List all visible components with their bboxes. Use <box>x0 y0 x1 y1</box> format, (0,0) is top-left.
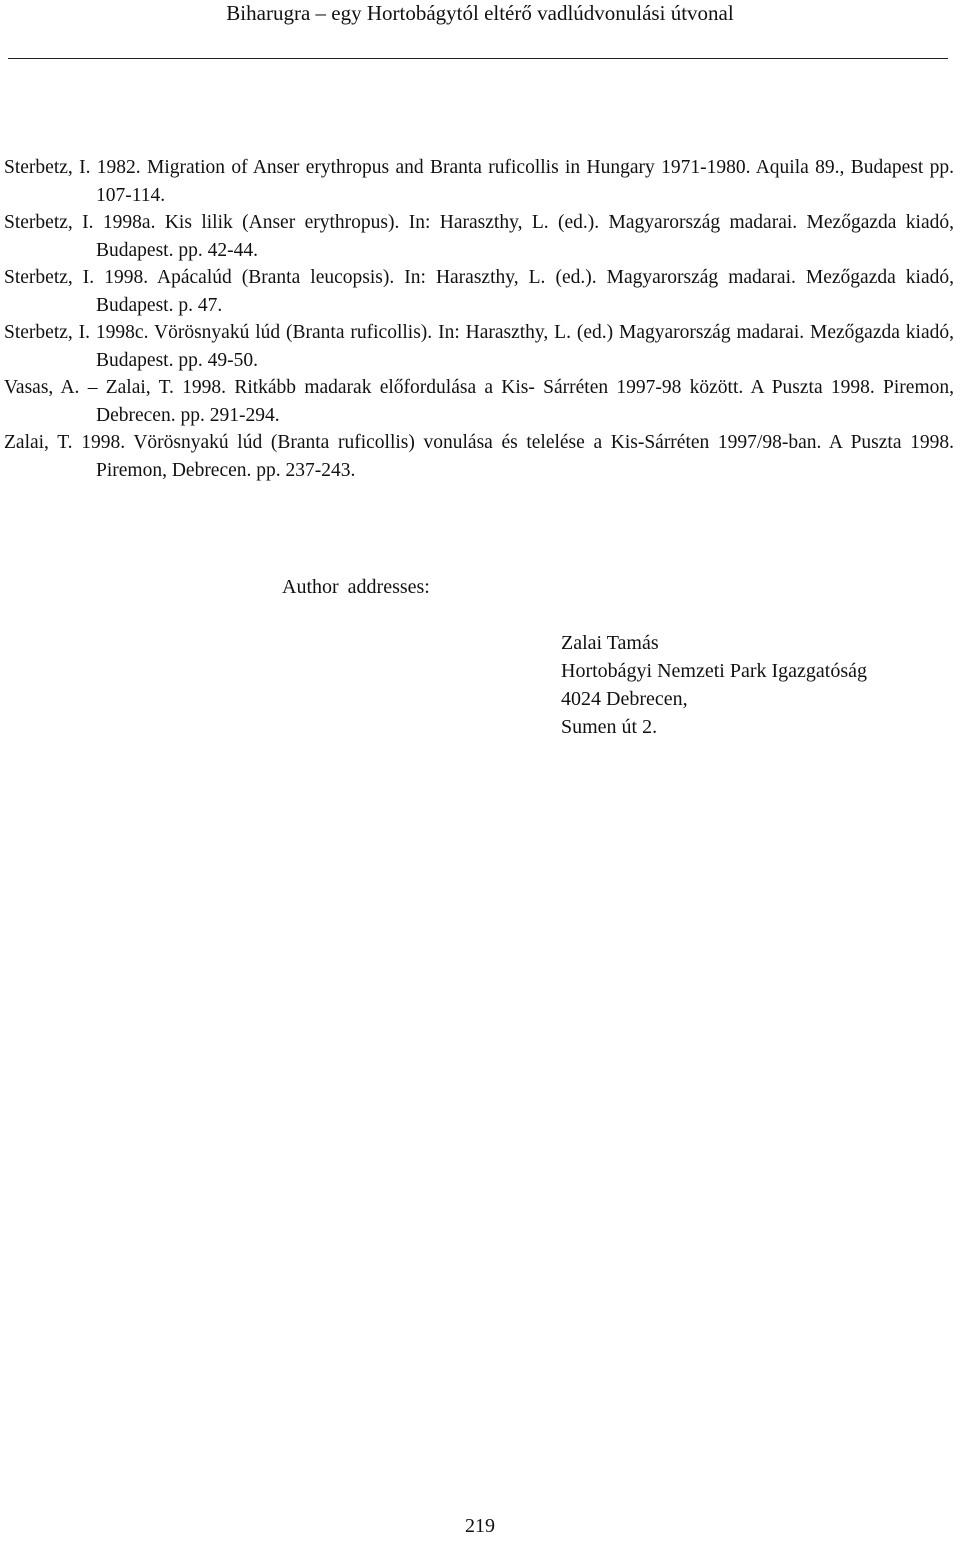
reference-entry: Sterbetz, I. 1998. Apácalúd (Branta leucopsis). In: Haraszthy, L. (ed.). Magyarország madarai. Mezőgazda kiadó, Budapest. p. 47. <box>4 267 954 316</box>
author-name: Zalai Tamás <box>561 632 659 654</box>
reference-entry: Sterbetz, I. 1998c. Vörösnyakú lúd (Branta ruficollis). In: Haraszthy, L. (ed.) Magyarország madarai. Mezőgazda kiadó, Budapest. pp. 49-50. <box>4 322 954 371</box>
running-header: Biharugra – egy Hortobágytól eltérő vadlúdvonulási útvonal <box>226 1 734 25</box>
reference-entry: Vasas, A. – Zalai, T. 1998. Ritkább madarak előfordulása a Kis- Sárréten 1997-98 között. A Puszta 1998. Piremon, Debrecen. pp. 291-294. <box>4 377 954 426</box>
reference-entry: Sterbetz, I. 1998a. Kis lilik (Anser erythropus). In: Haraszthy, L. (ed.). Magyarország madarai. Mezőgazda kiadó, Budapest. pp. 42-44. <box>4 212 954 261</box>
page-number: 219 <box>465 1515 495 1537</box>
header-rule <box>8 58 948 59</box>
author-city: 4024 Debrecen, <box>561 688 688 710</box>
author-street: Sumen út 2. <box>561 716 658 738</box>
author-addresses-heading: Author addresses: <box>282 576 430 598</box>
reference-list <box>4 154 954 484</box>
author-address <box>561 629 867 741</box>
reference-entry: Sterbetz, I. 1982. Migration of Anser erythropus and Branta ruficollis in Hungary 1971-1980. Aquila 89., Budapest pp. 107-114. <box>4 157 954 206</box>
reference-entry: Zalai, T. 1998. Vörösnyakú lúd (Branta ruficollis) vonulása és telelése a Kis-Sárréten 1997/98-ban. A Puszta 1998. Piremon, Debrecen. pp. 237-243. <box>4 432 954 481</box>
author-institution: Hortobágyi Nemzeti Park Igazgatóság <box>561 660 868 682</box>
